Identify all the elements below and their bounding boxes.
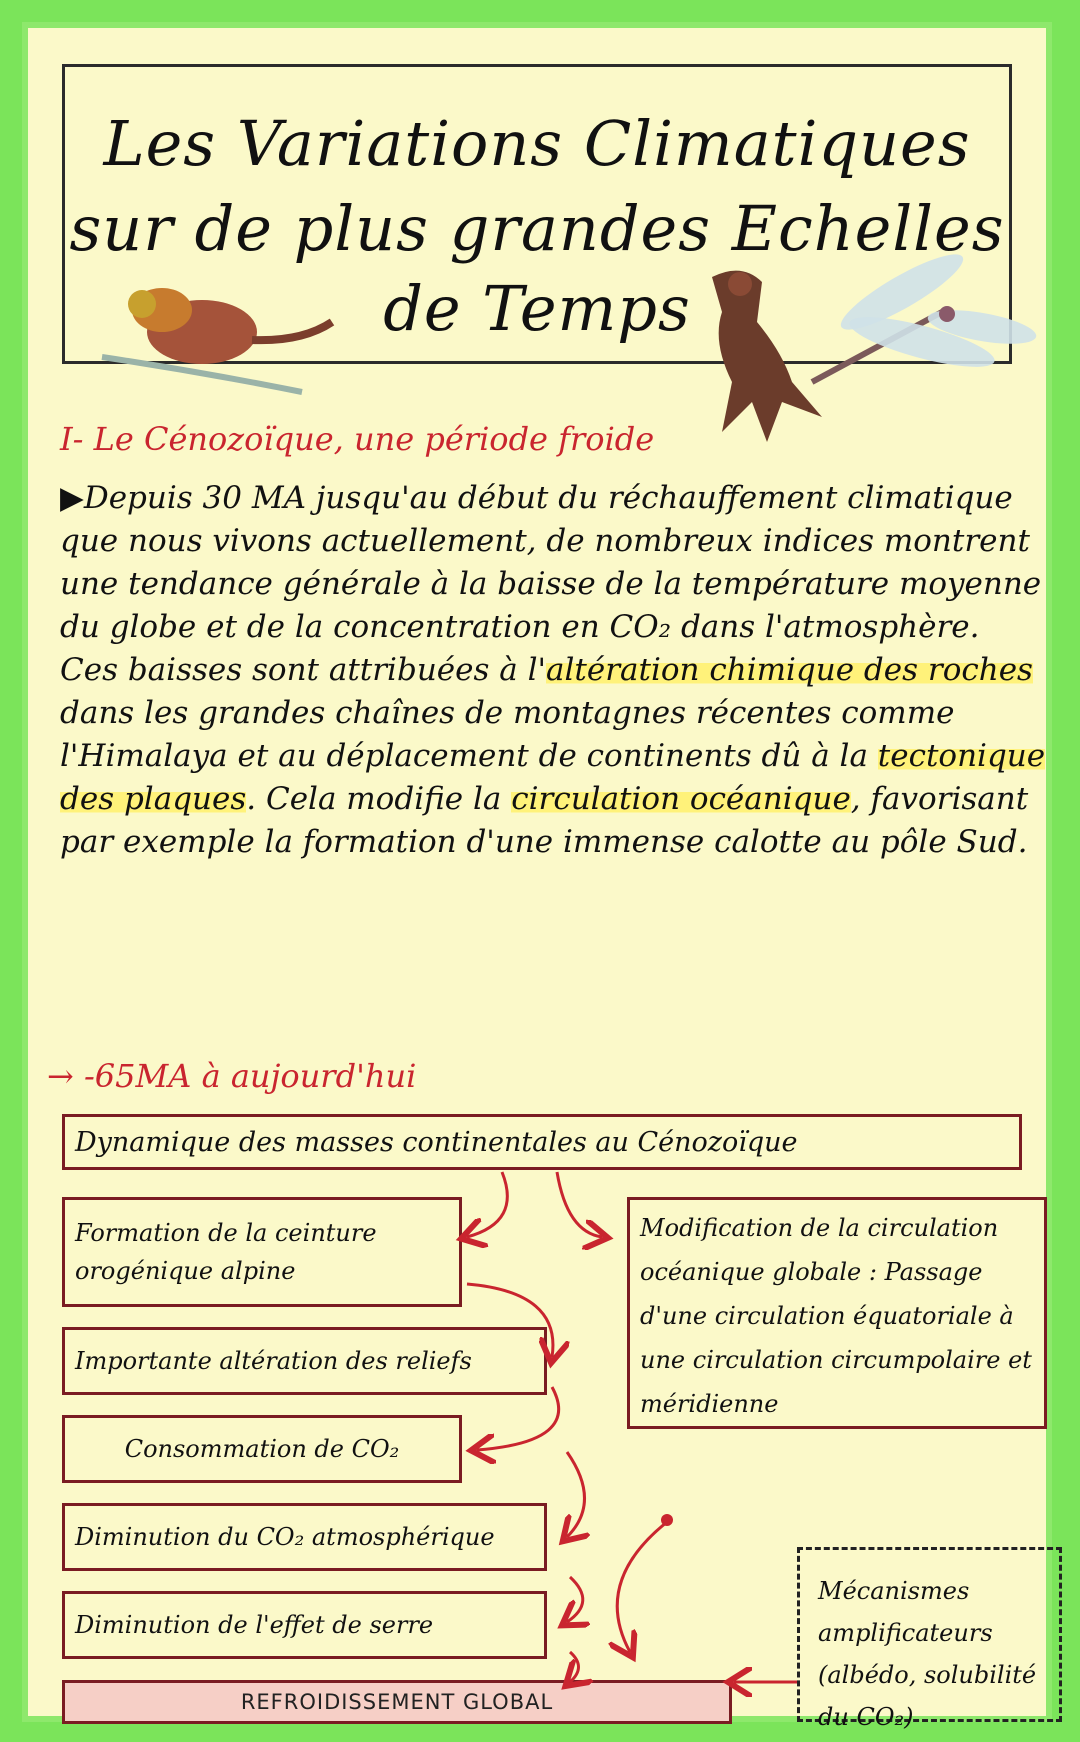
box-diminution-co2-text: Diminution du CO₂ atmosphérique xyxy=(75,1523,495,1551)
section-heading: I- Le Cénozoïque, une période froide xyxy=(60,420,655,458)
paragraph-2-part-a: Ces baisses sont attribuées à l' xyxy=(60,652,547,688)
box-ceinture-text: Formation de la ceinture orogénique alpine xyxy=(75,1219,377,1285)
box-dynamique-text: Dynamique des masses continentales au Cénozoïque xyxy=(75,1126,798,1158)
highlight-tectonique: tectonique des plaques xyxy=(60,738,1046,817)
box-alteration-text: Importante altération des reliefs xyxy=(75,1347,472,1375)
box-effet-serre-text: Diminution de l'effet de serre xyxy=(75,1611,434,1639)
arrow-origin-dot xyxy=(661,1514,673,1526)
title-line-1: Les Variations Climatiques xyxy=(103,107,971,180)
paragraph-1: ▶Depuis 30 MA jusqu'au début du réchauffement climatique que nous vivons actuellement, de nombreux indices montrent une tendance générale à la baisse de la température moyenne du globe et de la concentration en CO₂ dans l'atmosphère. xyxy=(60,480,1042,645)
diagram-arrows xyxy=(22,22,1052,1722)
box-consommation-text: Consommation de CO₂ xyxy=(124,1435,400,1463)
paragraph-2-part-b: dans les grandes chaînes de montagnes récentes comme l'Himalaya et au déplacement de continents dû à la xyxy=(60,695,955,774)
box-circulation-text: Modification de la circulation océanique globale : Passage d'une circulation équatoriale à une circulation circumpolaire et méridienne xyxy=(640,1214,1032,1418)
title-line-3: de Temps xyxy=(383,272,691,345)
title-line-2: sur de plus grandes Echelles xyxy=(69,192,1005,265)
notebook-page xyxy=(22,22,1052,1731)
highlight-alteration: altération chimique des roches xyxy=(546,652,1033,688)
box-mecanismes-text: Mécanismes amplificateurs (albédo, solubilité du CO₂) xyxy=(818,1577,1037,1731)
paragraph-2-part-c: . Cela modifie la xyxy=(246,781,512,817)
box-refroidissement-text: REFROIDISSEMENT GLOBAL xyxy=(240,1690,554,1714)
highlight-circulation: circulation océanique xyxy=(511,781,851,817)
timeline-label: → -65MA à aujourd'hui xyxy=(47,1057,417,1095)
paragraph-2-part-d: , favorisant par exemple la formation d'une immense calotte au pôle Sud. xyxy=(60,781,1029,860)
